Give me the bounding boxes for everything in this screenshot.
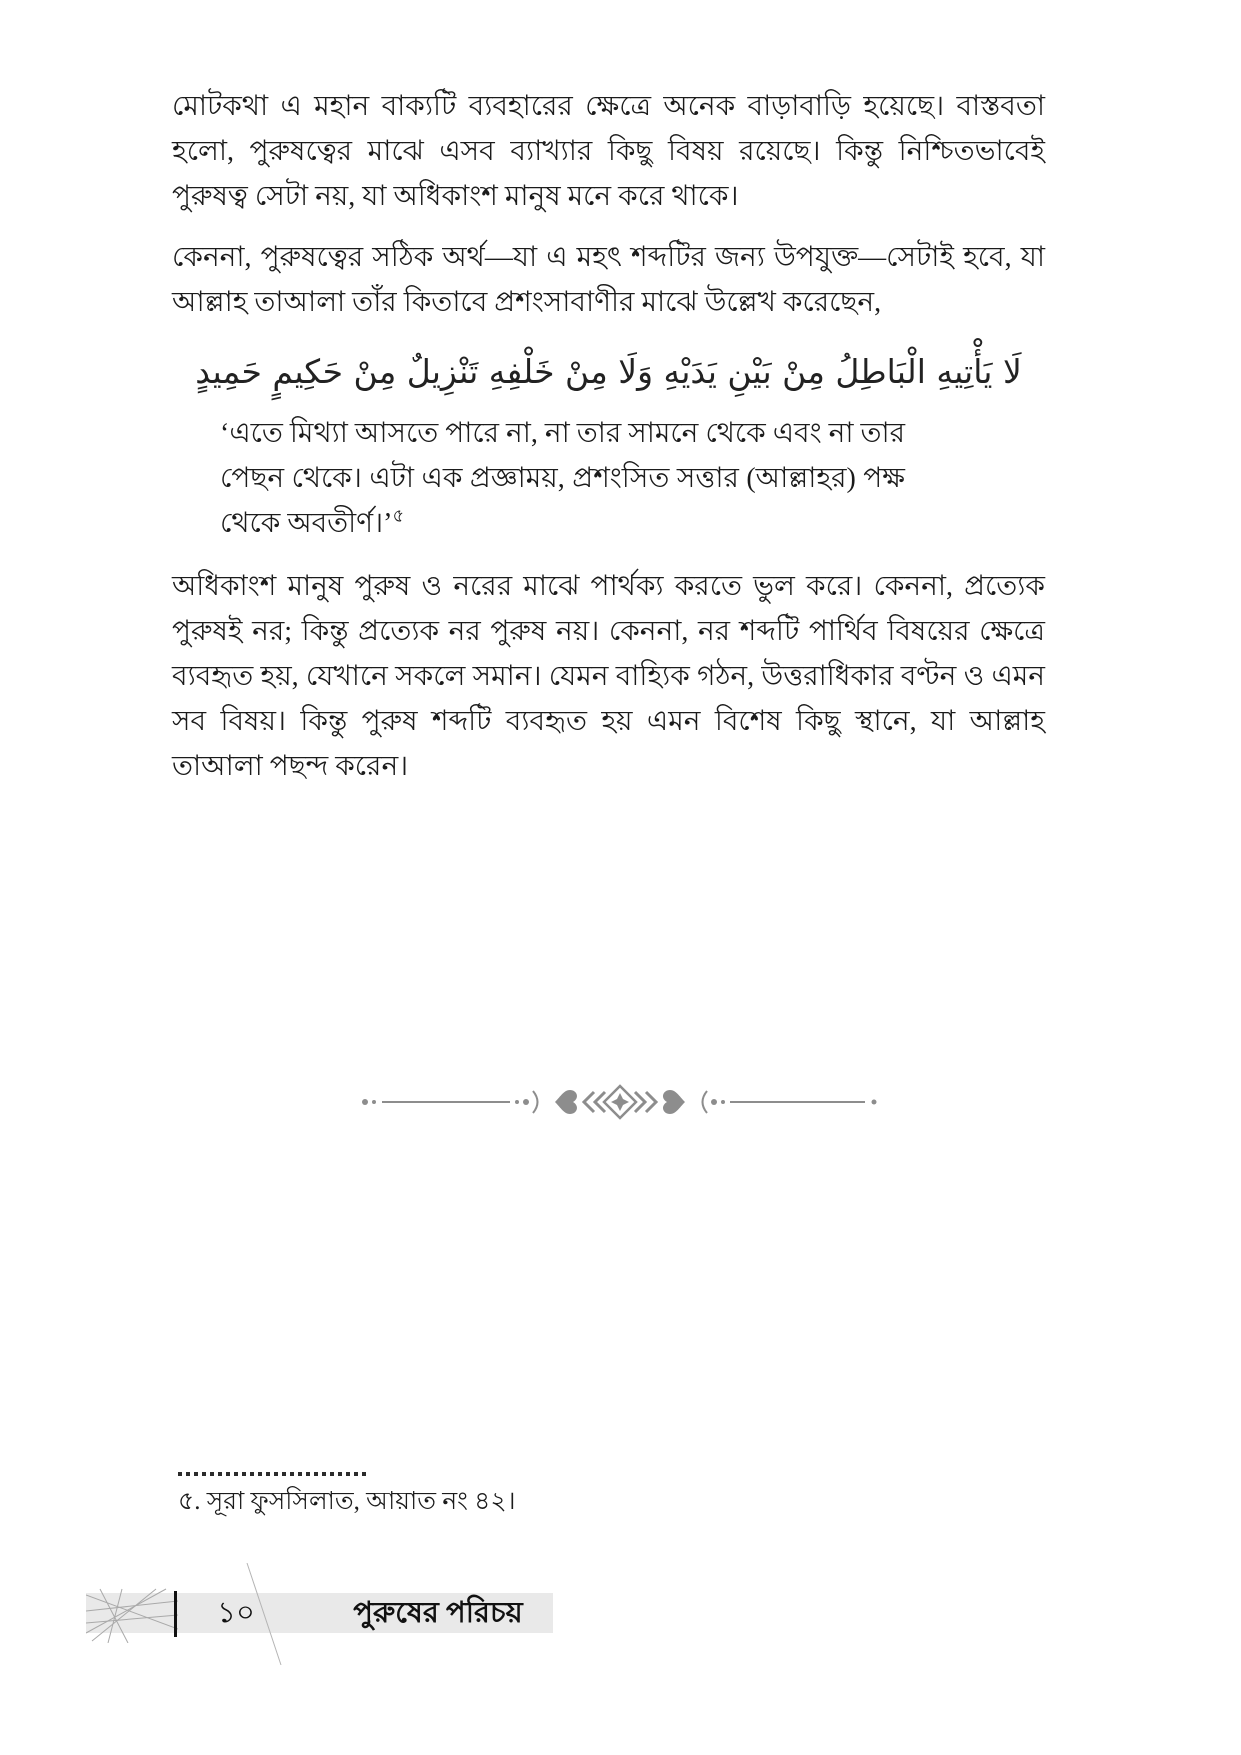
verse-translation-quote [220, 411, 905, 546]
paragraph-3: অধিকাংশ মানুষ পুরুষ ও নরের মাঝে পার্থক্য করতে ভুল করে। কেননা, প্রত্যেক পুরুষই নর; কিন্তু প্রত্যেক নর পুরুষ নয়। কেননা, নর শব্দটি পার্থিব বিষয়ের ক্ষেত্রে ব্যবহৃত হয়, যেখানে সকলে সমান। যেমন বাহ্যিক গঠন, উত্তরাধিকার বণ্টন ও এমন সব বিষয়। কিন্তু পুরুষ শব্দটি ব্যবহৃত হয় এমন বিশেষ কিছু স্থানে, যা আল্লাহ তাআলা পছন্দ করেন। [172, 571, 1045, 782]
page-number: ১০ [217, 1597, 255, 1629]
flourish-divider-icon [352, 1082, 888, 1122]
footnote-area [178, 1472, 516, 1519]
page-footer-band [86, 1593, 553, 1633]
quote-text: ‘এতে মিথ্যা আসতে পারে না, না তার সামনে থেকে এবং না তার পেছন থেকে। এটা এক প্রজ্ঞাময়, প্রশংসিত সত্তার (আল্লাহর) পক্ষ থেকে অবতীর্ণ।’ [220, 418, 905, 539]
footer-vertical-bar [174, 1591, 177, 1637]
arabic-quran-verse: لَا يَأْتِيهِ الْبَاطِلُ مِنْ بَيْنِ يَدَيْهِ وَلَا مِنْ خَلْفِهِ تَنْزِيلٌ مِنْ حَكِيمٍ حَمِيدٍ [195, 352, 1022, 391]
footnote-reference-marker: ৫ [392, 505, 405, 526]
geometric-web-lines-icon [86, 1587, 178, 1643]
section-divider-ornament [352, 1082, 888, 1122]
page-body-text [172, 84, 1045, 805]
footnote-text: ৫. সূরা ফুসসিলাত, আয়াত নং ৪২। [178, 1488, 516, 1515]
footnote-divider [178, 1472, 370, 1476]
paragraph-1: মোটকথা এ মহান বাক্যটি ব্যবহারের ক্ষেত্রে অনেক বাড়াবাড়ি হয়েছে। বাস্তবতা হলো, পুরুষত্বের মাঝে এসব ব্যাখ্যার কিছু বিষয় রয়েছে। কিন্তু নিশ্চিতভাবেই পুরুষত্ব সেটা নয়, যা অধিকাংশ মানুষ মনে করে থাকে। [172, 91, 1045, 212]
paragraph-2: কেননা, পুরুষত্বের সঠিক অর্থ—যা এ মহৎ শব্দটির জন্য উপযুক্ত—সেটাই হবে, যা আল্লাহ তাআলা তাঁর কিতাবে প্রশংসাবাণীর মাঝে উল্লেখ করেছেন, [172, 242, 1045, 318]
diagonal-hairline [235, 1563, 295, 1665]
book-title: পুরুষের পরিচয় [353, 1597, 523, 1629]
